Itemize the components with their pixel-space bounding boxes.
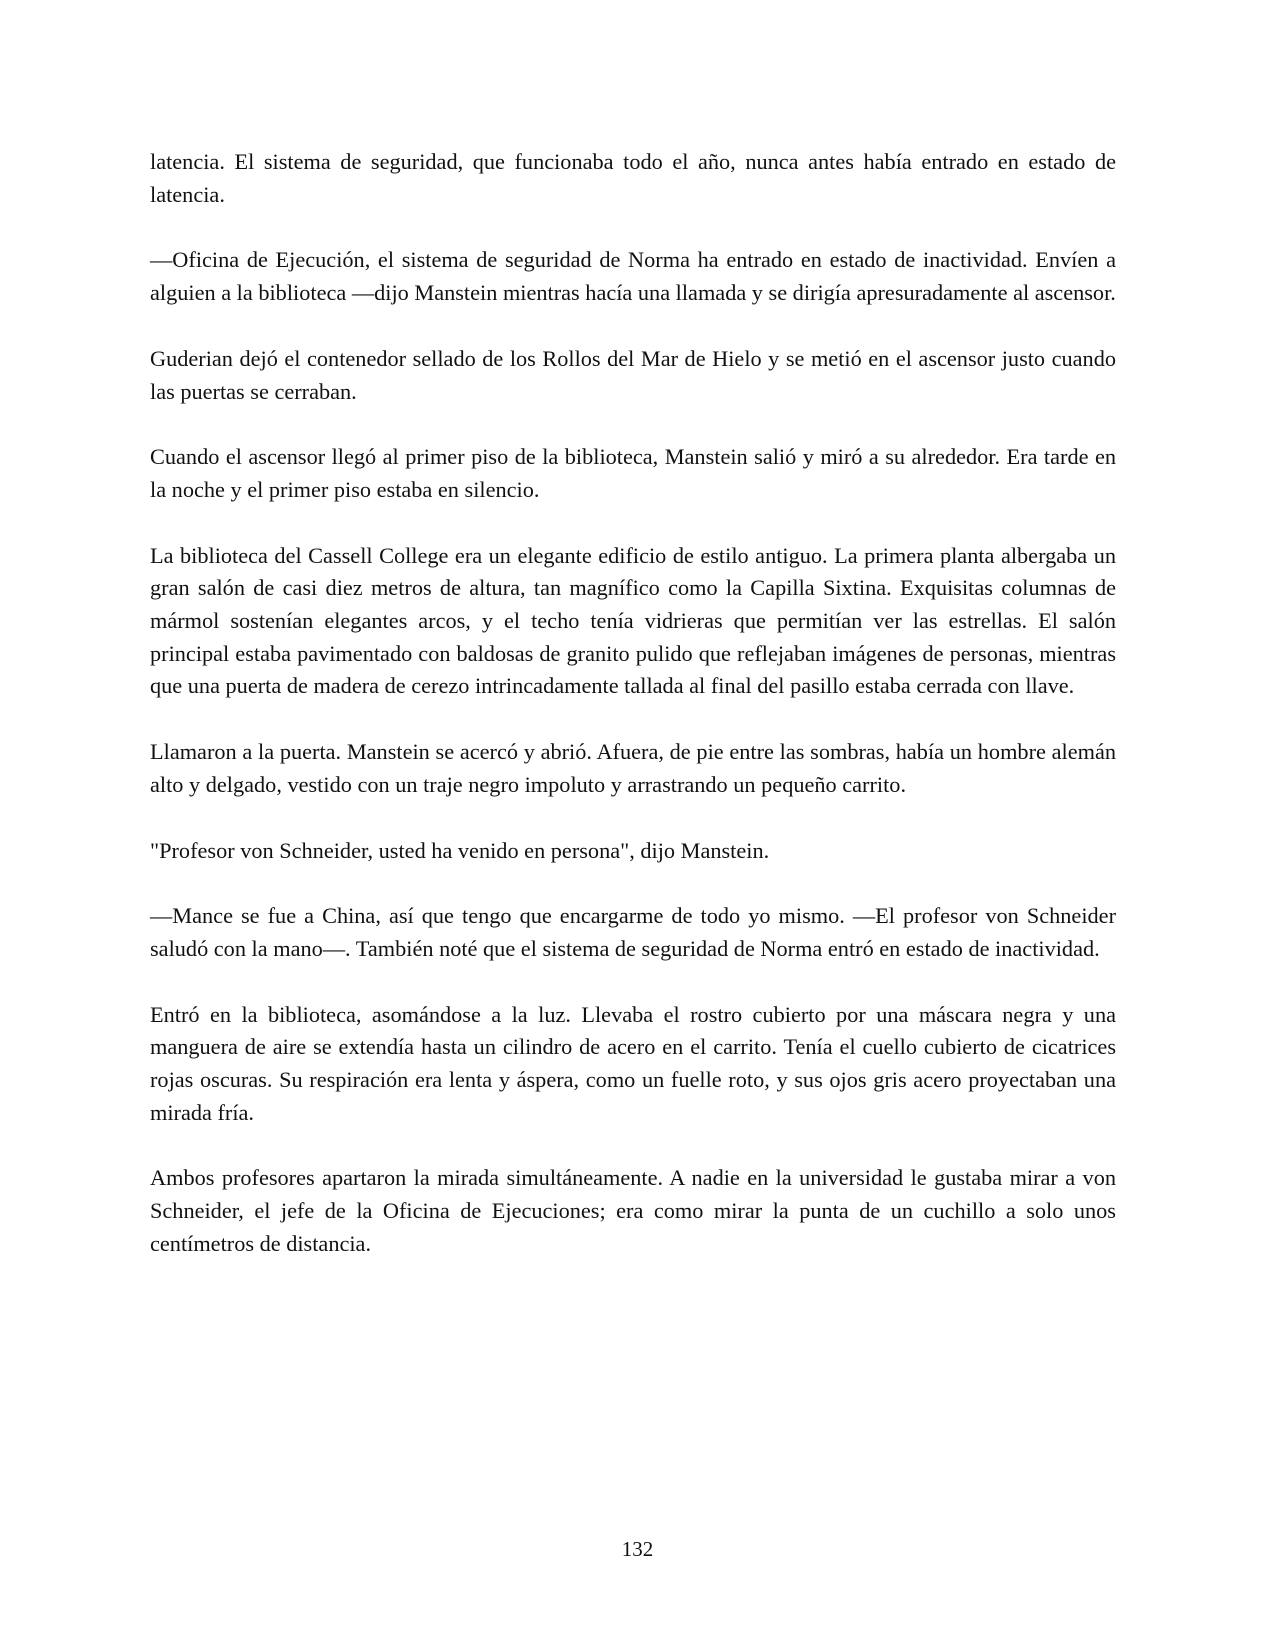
body-text: [150, 146, 1116, 1294]
paragraph-1: latencia. El sistema de seguridad, que funcionaba todo el año, nunca antes había entrado en estado de latencia.: [150, 149, 1116, 207]
paragraph-5: La biblioteca del Cassell College era un elegante edificio de estilo antiguo. La primera planta albergaba un gran salón de casi diez metros de altura, tan magnífico como la Capilla Sixtina. Exquisitas columnas de mármol sostenían elegantes arcos, y el techo tenía vidrieras que permitían ver las estrellas. El salón principal estaba pavimentado con baldosas de granito pulido que reflejaban imágenes de personas, mientras que una puerta de madera de cerezo intrincadamente tallada al final del pasillo estaba cerrada con llave.: [150, 542, 1116, 699]
page-number: 132: [621, 1537, 654, 1561]
paragraph-4: Cuando el ascensor llegó al primer piso de la biblioteca, Manstein salió y miró a su alrededor. Era tarde en la noche y el primer piso estaba en silencio.: [150, 444, 1116, 502]
paragraph-3: Guderian dejó el contenedor sellado de los Rollos del Mar de Hielo y se metió en el ascensor justo cuando las puertas se cerraban.: [150, 345, 1116, 404]
paragraph-8: —Mance se fue a China, así que tengo que encargarme de todo yo mismo. —El profesor von Schneider saludó con la mano—. También noté que el sistema de seguridad de Norma entró en estado de inactividad.: [150, 903, 1116, 961]
paragraph-2: —Oficina de Ejecución, el sistema de seguridad de Norma ha entrado en estado de inactividad. Envíen a alguien a la biblioteca —dijo Manstein mientras hacía una llamada y se dirigía apresuradamente al ascensor.: [150, 247, 1116, 306]
paragraph-6: Llamaron a la puerta. Manstein se acercó y abrió. Afuera, de pie entre las sombras, había un hombre alemán alto y delgado, vestido con un traje negro impoluto y arrastrando un pequeño carrito.: [150, 739, 1116, 797]
paragraph-7: "Profesor von Schneider, usted ha venido en persona", dijo Manstein.: [150, 837, 770, 863]
paragraph-9: Entró en la biblioteca, asomándose a la luz. Llevaba el rostro cubierto por una máscara negra y una manguera de aire se extendía hasta un cilindro de acero en el carrito. Tenía el cuello cubierto de cicatrices rojas oscuras. Su respiración era lenta y áspera, como un fuelle roto, y sus ojos gris acero proyectaban una mirada fría.: [150, 1001, 1116, 1125]
paragraph-10: Ambos profesores apartaron la mirada simultáneamente. A nadie en la universidad le gustaba mirar a von Schneider, el jefe de la Oficina de Ejecuciones; era como mirar la punta de un cuchillo a solo unos centímetros de distancia.: [150, 1165, 1116, 1256]
